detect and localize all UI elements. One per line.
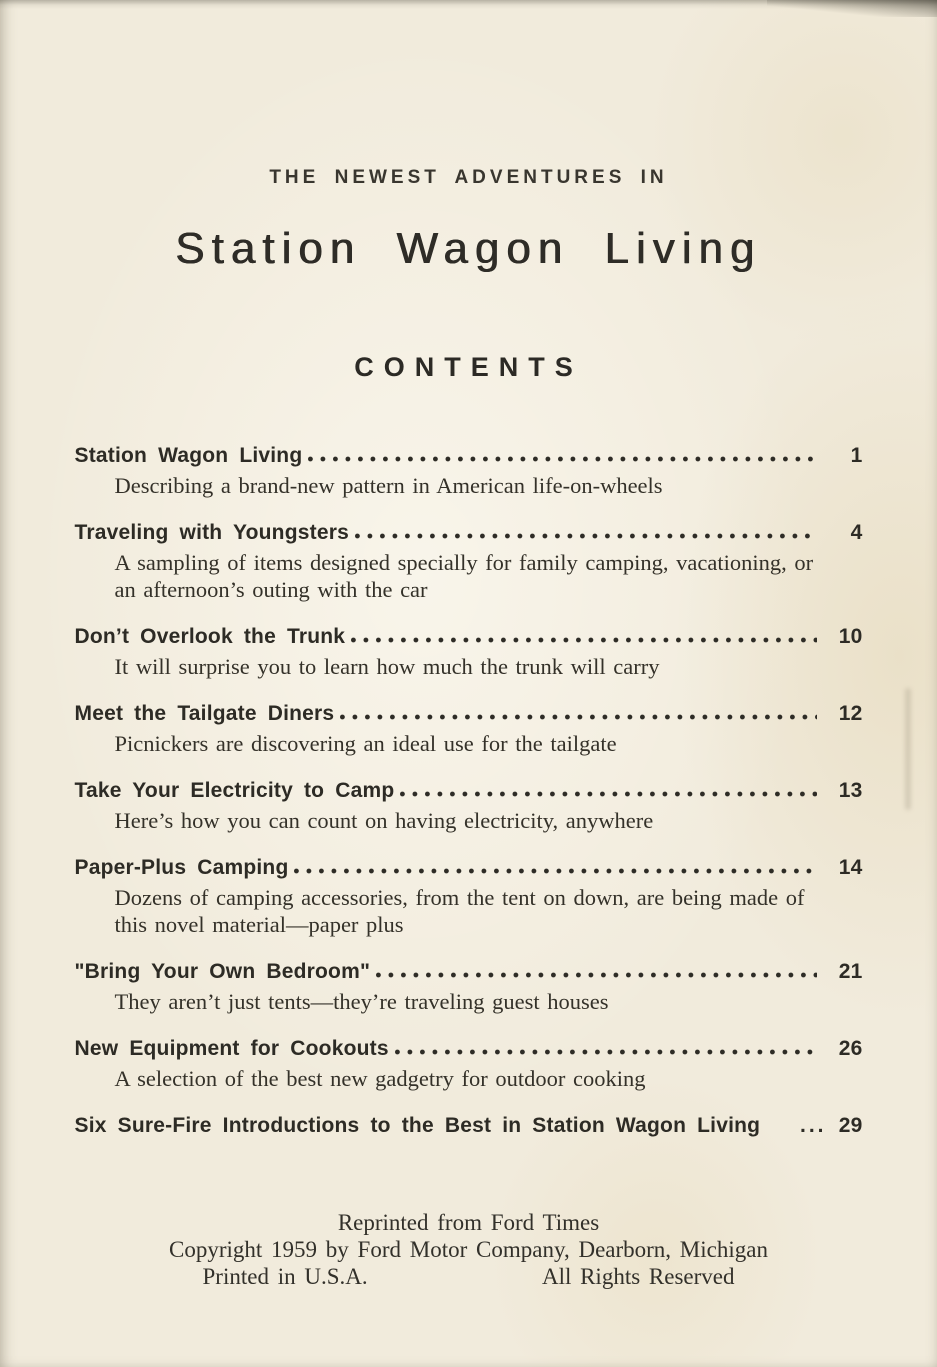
toc-entry-title: Paper-Plus Camping bbox=[74, 856, 289, 879]
toc-entry-title: Station Wagon Living bbox=[74, 444, 303, 467]
toc-entry-row bbox=[75, 1113, 863, 1139]
imprint-rights: All Rights Reserved bbox=[541, 1264, 735, 1289]
toc-entry bbox=[75, 1113, 863, 1139]
toc-entry-page-number: 14 bbox=[838, 856, 863, 879]
dot-leader bbox=[355, 533, 817, 539]
toc-entry-row bbox=[75, 520, 863, 546]
toc-entry-row bbox=[75, 855, 863, 881]
toc-entry bbox=[75, 624, 863, 680]
toc-entry bbox=[75, 855, 863, 938]
toc-entry-page-number: 4 bbox=[850, 521, 863, 544]
toc-entry-page-number: 1 bbox=[850, 444, 863, 467]
toc-entry-row bbox=[75, 624, 863, 650]
toc-entry-description: Here’s how you can count on having electricity, anywhere bbox=[114, 808, 654, 833]
imprint-source: Reprinted from Ford Times bbox=[337, 1210, 600, 1235]
toc-entry-description: A sampling of items designed specially for family camping, vacationing, or an afternoon’s outing with the car bbox=[114, 550, 814, 602]
inline-dots: ... bbox=[799, 1114, 827, 1137]
dot-leader bbox=[294, 868, 816, 874]
toc-entry-row bbox=[75, 443, 863, 469]
toc-entry-title: Meet the Tailgate Diners bbox=[74, 702, 335, 725]
toc-entry-description: Describing a brand-new pattern in American life-on-wheels bbox=[114, 473, 663, 498]
toc-entry-title: "Bring Your Own Bedroom" bbox=[74, 960, 371, 983]
toc-entry bbox=[75, 443, 863, 499]
toc-entry bbox=[75, 959, 863, 1015]
dot-leader bbox=[376, 972, 816, 978]
dot-leader bbox=[766, 1126, 788, 1132]
imprint-printed-in: Printed in U.S.A. bbox=[202, 1264, 368, 1289]
table-of-contents bbox=[75, 443, 863, 1139]
toc-entry-page-number: 21 bbox=[838, 960, 863, 983]
scan-artifact-smudge bbox=[905, 688, 911, 810]
toc-entry-title: Traveling with Youngsters bbox=[74, 521, 349, 544]
imprint-line3 bbox=[203, 1263, 735, 1290]
toc-entry bbox=[75, 778, 863, 834]
toc-entry-page-number: 26 bbox=[838, 1037, 863, 1060]
dot-leader bbox=[308, 456, 816, 462]
toc-entry-title: Take Your Electricity to Camp bbox=[74, 779, 395, 802]
dot-leader bbox=[340, 714, 816, 720]
dot-leader bbox=[395, 1049, 817, 1055]
toc-entry-title: New Equipment for Cookouts bbox=[74, 1037, 389, 1060]
imprint-footer bbox=[0, 1209, 937, 1290]
toc-entry-description: A selection of the best new gadgetry for outdoor cooking bbox=[114, 1066, 646, 1091]
toc-entry-description: It will surprise you to learn how much the trunk will carry bbox=[114, 654, 660, 679]
toc-entry-title: Six Sure-Fire Introductions to the Best in Station Wagon Living bbox=[74, 1114, 761, 1137]
toc-entry-row bbox=[75, 701, 863, 727]
series-kicker: THE NEWEST ADVENTURES IN bbox=[269, 167, 668, 188]
imprint-copyright: Copyright 1959 by Ford Motor Company, Dearborn, Michigan bbox=[169, 1237, 768, 1262]
toc-entry-description: Picnickers are discovering an ideal use for the tailgate bbox=[114, 731, 617, 756]
booklet-title: Station Wagon Living bbox=[175, 224, 762, 273]
toc-entry bbox=[75, 1036, 863, 1092]
contents-heading: CONTENTS bbox=[354, 352, 583, 382]
toc-entry-page-number: 10 bbox=[838, 625, 863, 648]
toc-entry-page-number: 13 bbox=[838, 779, 863, 802]
toc-entry-title: Don’t Overlook the Trunk bbox=[74, 625, 346, 648]
toc-entry-row bbox=[75, 1036, 863, 1062]
dot-leader bbox=[400, 791, 816, 797]
toc-entry-row bbox=[75, 778, 863, 804]
toc-entry bbox=[75, 520, 863, 603]
dot-leader bbox=[351, 637, 816, 643]
toc-entry-description: Dozens of camping accessories, from the tent on down, are being made of this novel material—paper plus bbox=[114, 885, 805, 937]
toc-entry bbox=[75, 701, 863, 757]
toc-entry-row bbox=[75, 959, 863, 985]
toc-entry-page-number: 12 bbox=[838, 702, 863, 725]
toc-entry-page-number: 29 bbox=[838, 1114, 863, 1137]
toc-entry-description: They aren’t just tents—they’re traveling guest houses bbox=[114, 989, 609, 1014]
scan-artifact-top-right-corner bbox=[767, 0, 937, 17]
